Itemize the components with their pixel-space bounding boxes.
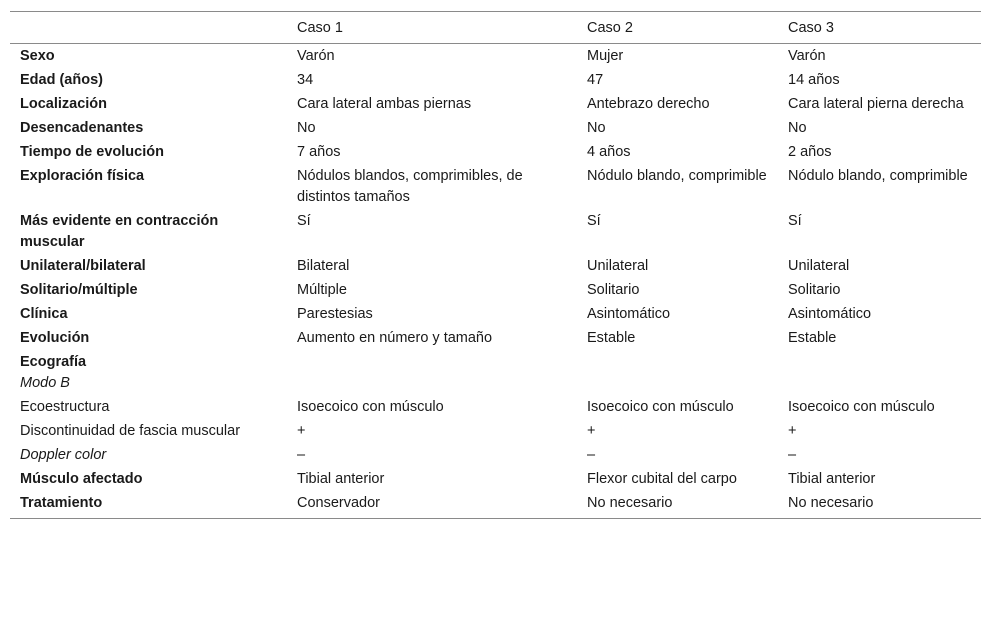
- cell-caso-1: –: [297, 447, 306, 463]
- row-label: Clínica: [20, 306, 68, 322]
- cell-caso-2: 4 años: [587, 144, 631, 160]
- cell-caso-2: Sí: [587, 213, 601, 229]
- clinical-cases-table: [10, 11, 981, 519]
- cell-caso-1: 34: [297, 72, 314, 88]
- cell-caso-1: Sí: [297, 213, 311, 229]
- row-label: Solitario/múltiple: [20, 282, 138, 298]
- cell-caso-2: No: [587, 120, 606, 136]
- table-row: [10, 467, 981, 491]
- table-row: [10, 68, 981, 92]
- cell-caso-2: –: [587, 447, 596, 463]
- row-label: Músculo afectado: [20, 471, 143, 487]
- table-row: [10, 92, 981, 116]
- table-row: [10, 209, 981, 254]
- row-label: Unilateral/bilateral: [20, 258, 146, 274]
- cell-caso-1: Cara lateral ambas piernas: [297, 96, 472, 112]
- section-subtitle: Modo B: [20, 375, 70, 391]
- section-label: [10, 350, 287, 395]
- cell-caso-3: No necesario: [778, 491, 981, 519]
- table-row: [10, 44, 981, 69]
- cell-caso-1: [287, 350, 577, 395]
- cell-caso-1: Aumento en número y tamaño: [297, 330, 493, 346]
- cell-caso-3: Tibial anterior: [788, 471, 876, 487]
- cell-caso-1: Múltiple: [297, 282, 347, 298]
- table-row: [10, 254, 981, 278]
- header-row: [10, 12, 981, 44]
- cell-caso-1: No: [297, 120, 316, 136]
- table-row: [10, 278, 981, 302]
- cell-caso-3: No: [788, 120, 807, 136]
- row-label: Tiempo de evolución: [20, 144, 164, 160]
- row-label: Edad (años): [20, 72, 103, 88]
- cell-caso-3: Estable: [788, 330, 837, 346]
- row-label: Tratamiento: [10, 491, 287, 519]
- cell-caso-3: Varón: [788, 48, 826, 64]
- header-caso-1: Caso 1: [287, 12, 577, 44]
- cell-caso-1: Bilateral: [297, 258, 350, 274]
- cell-caso-2: Estable: [587, 330, 636, 346]
- cell-caso-3: Unilateral: [788, 258, 850, 274]
- table-row: [10, 491, 981, 519]
- row-label: Exploración física: [20, 168, 145, 184]
- row-label: Más evidente en contracción muscular: [20, 213, 219, 250]
- row-label: Discontinuidad de fascia muscular: [20, 423, 241, 439]
- cell-caso-2: Mujer: [587, 48, 624, 64]
- cell-caso-3: Solitario: [788, 282, 841, 298]
- cell-caso-1: Tibial anterior: [297, 471, 385, 487]
- row-label: Localización: [20, 96, 108, 112]
- cell-caso-2: Unilateral: [587, 258, 649, 274]
- cell-caso-1: Isoecoico con músculo: [297, 399, 444, 415]
- cell-caso-2: Asintomático: [587, 306, 671, 322]
- cell-caso-1: Parestesias: [297, 306, 373, 322]
- cell-caso-1: +: [297, 423, 306, 439]
- cell-caso-2: Nódulo blando, comprimible: [587, 168, 767, 184]
- table-row: [10, 140, 981, 164]
- cell-caso-2: [577, 350, 778, 395]
- header-empty-cell: [10, 12, 287, 44]
- row-label: Doppler color: [20, 447, 107, 463]
- cell-caso-2: Flexor cubital del carpo: [587, 471, 737, 487]
- cell-caso-2: No necesario: [577, 491, 778, 519]
- cell-caso-3: Asintomático: [788, 306, 872, 322]
- header-caso-3: Caso 3: [778, 12, 981, 44]
- cell-caso-1: Nódulos blandos, comprimibles, de distintos tamaños: [297, 168, 523, 205]
- cell-caso-2: Isoecoico con músculo: [587, 399, 734, 415]
- cell-caso-3: 2 años: [788, 144, 832, 160]
- row-label: Evolución: [20, 330, 90, 346]
- cell-caso-1: Varón: [297, 48, 335, 64]
- table-row: [10, 419, 981, 443]
- cell-caso-2: Antebrazo derecho: [587, 96, 710, 112]
- table-row: [10, 116, 981, 140]
- section-row-ecografia: [10, 350, 981, 395]
- cell-caso-3: Sí: [788, 213, 802, 229]
- header-caso-2: Caso 2: [577, 12, 778, 44]
- cell-caso-1: 7 años: [297, 144, 341, 160]
- row-label: Desencadenantes: [20, 120, 144, 136]
- table-row: [10, 395, 981, 419]
- cell-caso-3: Nódulo blando, comprimible: [788, 168, 968, 184]
- table-row: [10, 443, 981, 467]
- table-row: [10, 302, 981, 326]
- row-label: Ecoestructura: [20, 399, 110, 415]
- cell-caso-3: 14 años: [788, 72, 840, 88]
- cell-caso-3: +: [788, 423, 797, 439]
- cell-caso-3: Isoecoico con músculo: [788, 399, 935, 415]
- cell-caso-3: Cara lateral pierna derecha: [788, 96, 964, 112]
- cell-caso-3: –: [788, 447, 797, 463]
- cell-caso-2: Solitario: [587, 282, 640, 298]
- cell-caso-1: Conservador: [287, 491, 577, 519]
- cell-caso-2: 47: [587, 72, 604, 88]
- table-row: [10, 164, 981, 209]
- cell-caso-2: +: [587, 423, 596, 439]
- cell-caso-3: [778, 350, 981, 395]
- table-row: [10, 326, 981, 350]
- section-title: Ecografía: [20, 354, 87, 370]
- row-label: Sexo: [20, 48, 55, 64]
